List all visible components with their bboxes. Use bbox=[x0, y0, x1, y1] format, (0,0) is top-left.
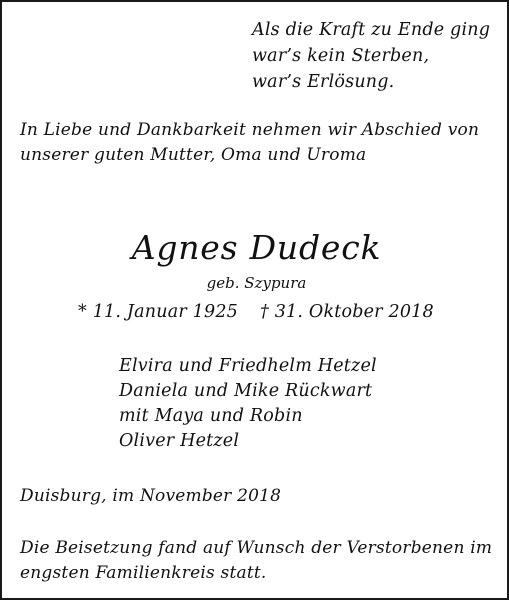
deceased-name: Agnes Dudeck bbox=[131, 228, 382, 267]
poem-line-2: war’s kein Sterben, bbox=[252, 46, 430, 66]
intro-line-1: In Liebe und Dankbarkeit nehmen wir Abschied von bbox=[20, 120, 480, 140]
poem-line-1: Als die Kraft zu Ende ging bbox=[252, 20, 491, 40]
maiden-name: geb. Szypura bbox=[206, 274, 307, 292]
intro-line-2: unserer guten Mutter, Oma und Uroma bbox=[20, 145, 367, 165]
burial-note-line-1: Die Beisetzung fand auf Wunsch der Verstorbenen im bbox=[20, 538, 493, 558]
birth-date: * 11. Januar 1925 bbox=[78, 302, 238, 322]
place-date: Duisburg, im November 2018 bbox=[20, 486, 282, 506]
family-line-4: Oliver Hetzel bbox=[119, 431, 240, 451]
poem-line-3: war’s Erlösung. bbox=[252, 72, 395, 92]
family-line-2: Daniela und Mike Rückwart bbox=[119, 381, 373, 401]
death-date: † 31. Oktober 2018 bbox=[260, 302, 434, 322]
family-line-3: mit Maya und Robin bbox=[119, 406, 303, 426]
burial-note-line-2: engsten Familienkreis statt. bbox=[20, 563, 267, 583]
life-dates bbox=[78, 302, 434, 322]
family-line-1: Elvira und Friedhelm Hetzel bbox=[119, 356, 377, 376]
